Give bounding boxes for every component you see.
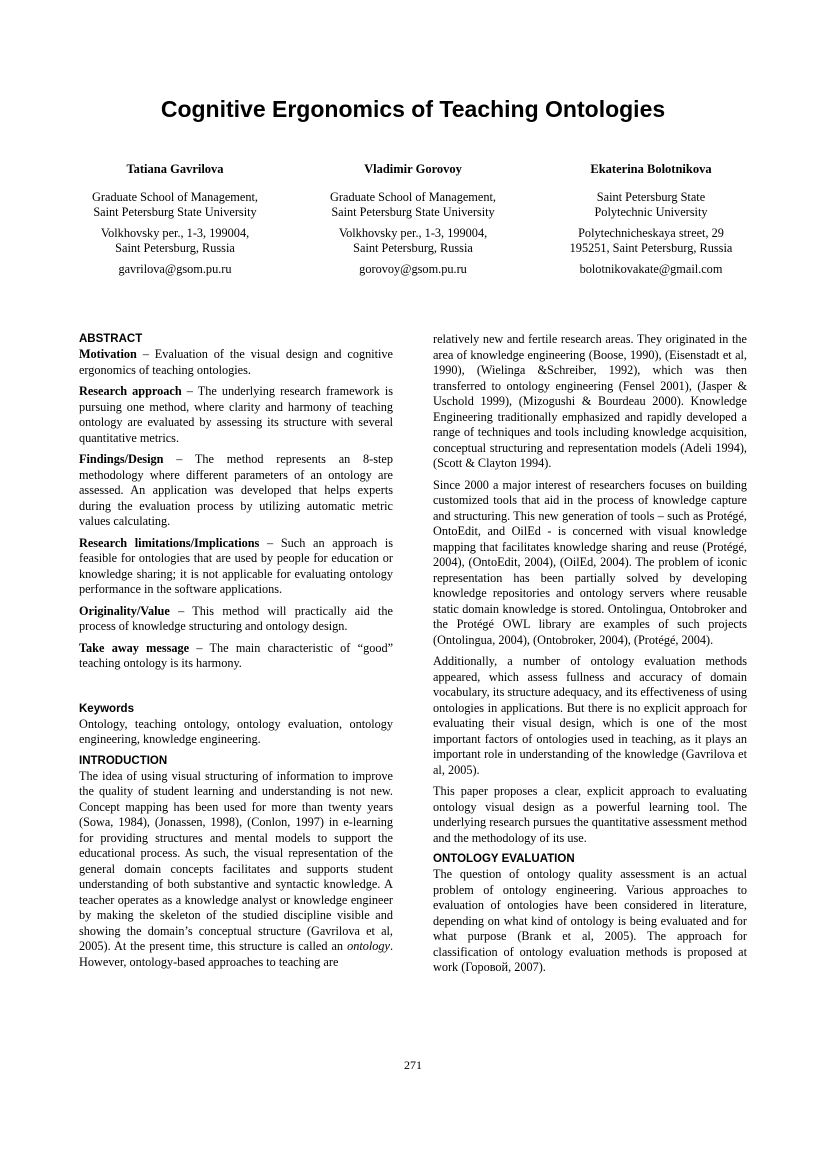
abstract-lead: Motivation [79, 347, 137, 361]
author-3 [536, 162, 766, 277]
author-name: Tatiana Gavrilova [126, 162, 224, 176]
abstract-text: – Evaluation of the visual design and cognitive ergonomics of teaching ontologies. [79, 347, 393, 377]
right-column [433, 332, 747, 982]
address-line: 195251, Saint Petersburg, Russia [569, 241, 733, 255]
author-affiliation [298, 190, 528, 221]
spacer [79, 678, 393, 702]
abstract-lead: Research approach [79, 384, 182, 398]
introduction-paragraph-2: Since 2000 a major interest of researchers focuses on building customized tools that aid in the process of knowledge capture and structuring. This new generation of tools – such as Protégé, OntoEdit, and OilEd - is concerned with visual knowledge mapping that facilitates knowledge sharing and reuse (Protégé, 2004), (OntoEdit, 2004), (OilEd, 2004). The problem of iconic representation has been partially solved by developing knowledge repositories and ontology servers where reusable static domain knowledge is stored. Ontolingua, Ontobroker and the Protégé OWL library are examples of such projects (Ontolingua, 2004), (Ontobroker, 2004), (Protégé, 2004). [433, 477, 747, 647]
ontology-evaluation-heading: ONTOLOGY EVALUATION [433, 853, 575, 865]
author-name: Ekaterina Bolotnikova [590, 162, 712, 176]
address-line: Volkhovsky per., 1-3, 199004, [338, 225, 488, 240]
abstract-text: – The underlying research framework is pursuing one method, where clarity and harmony of teaching ontology are evaluated by assessing its structure with several quantitative metrics. [79, 384, 394, 445]
affiliation-line: Saint Petersburg State [596, 189, 706, 204]
address-line: Saint Petersburg, Russia [115, 241, 235, 255]
abstract-lead: Findings/Design [79, 452, 164, 466]
ontology-evaluation-paragraph-1: The question of ontology quality assessment is an actual problem of ontology engineering. Various approaches to evaluation of ontologies have been considered in literature, depending on what kind of ontology is being evaluated and for what purpose (Brank et al, 2005). The approach for classification of ontology evaluation methods is proposed at work (Горовой, 2007). [433, 867, 747, 974]
emphasis-text: ontology [347, 939, 390, 953]
author-email: bolotnikovakate@gmail.com [579, 261, 723, 276]
abstract-text: – This method will practically aid the process of knowledge structuring and ontology design. [79, 603, 393, 633]
author-2 [298, 162, 528, 277]
affiliation-line: Graduate School of Management, [330, 189, 496, 204]
author-address [298, 226, 528, 257]
paragraph-text: The idea of using visual structuring of information to improve the quality of student learning and understanding is not new. Concept mapping has been used for more than twenty years (Sowa, 1984), (Jonassen, 1998), (Conlon, 1997) in e-learning for providing structures and mental models to support the educational process. As such, the visual representation of the general domain concepts facilitates and supports student understanding of both substantive and syntactic knowledge. A teacher operates as a knowledge analyst or knowledge engineer by making the skeleton of the studied discipline visible and showing the domain’s conceptual structure (Gavrilova et al, 2005). At the present time, this structure is called an [79, 768, 393, 953]
author-affiliation [536, 190, 766, 221]
page-number: 271 [404, 1058, 422, 1072]
author-email: gorovoy@gsom.pu.ru [359, 261, 467, 276]
affiliation-line: Saint Petersburg State University [331, 205, 495, 219]
abstract-text: – The method represents an 8-step methodology where different parameters of an ontology are assessed. An application was developed that helps experts during the evaluation process by utilizing automatic metric values calculating. [79, 452, 393, 528]
address-line: Polytechnicheskaya street, 29 [578, 225, 724, 240]
paper-title: Cognitive Ergonomics of Teaching Ontologies [160, 96, 666, 122]
abstract-lead: Research limitations/Implications [79, 535, 260, 550]
abstract-research-approach [79, 384, 393, 446]
abstract-text: – Such an approach is feasible for ontologies that are used by people for education or knowledge sharing; it is not applicable for evaluating ontology performance in the software applications. [79, 535, 394, 596]
address-line: Saint Petersburg, Russia [353, 241, 473, 255]
paragraph-text: . However, ontology-based approaches to teaching are [79, 939, 393, 969]
abstract-lead: Take away message [79, 640, 190, 655]
author-block [60, 162, 766, 277]
address-line: Volkhovsky per., 1-3, 199004, [100, 225, 250, 240]
introduction-paragraph-1-continued: relatively new and fertile research areas. They originated in the area of knowledge engineering (Boose, 1990), (Eisenstadt et al, 1990), (Wielinga &Schreiber, 1992), which was then transferred to ontology engineering (Fensel 2001), (Jasper & Uschold 1999), (Mizogushi & Bourdeau 2000). Knowledge Engineering traditionally emphasized and rapidly developed a range of techniques and tools including knowledge acquisition, conceptual structuring and representation models (Adeli 1994), (Scott & Clayton 1994). [433, 332, 747, 470]
left-column [79, 332, 393, 976]
introduction-paragraph-1 [79, 769, 393, 971]
author-affiliation [60, 190, 290, 221]
author-address [60, 226, 290, 257]
author-address [536, 226, 766, 257]
abstract-findings [79, 452, 393, 530]
author-1 [60, 162, 290, 277]
introduction-paragraph-3: Additionally, a number of ontology evaluation methods appeared, which assess fullness and accuracy of domain vocabulary, its structure adequacy, and its effectiveness of using ontologies in applications. But there is no explicit approach for evaluating their visual design, which is one of the most important factors of ontologies used in teaching, as it plays an important role in understanding of the knowledge (Gavrilova et al, 2005). [433, 654, 747, 777]
abstract-limitations [79, 536, 393, 598]
affiliation-line: Saint Petersburg State University [93, 205, 257, 219]
abstract-originality [79, 604, 393, 635]
keywords-text: Ontology, teaching ontology, ontology evaluation, ontology engineering, knowledge engineering. [79, 716, 393, 746]
abstract-take-away [79, 641, 393, 672]
introduction-paragraph-4: This paper proposes a clear, explicit approach to evaluating ontology visual design as a powerful learning tool. The underlying research pursues the quantitative assessment method and the methodology of its use. [433, 784, 747, 845]
affiliation-line: Graduate School of Management, [92, 189, 258, 204]
keywords-heading: Keywords [79, 702, 134, 715]
author-email: gavrilova@gsom.pu.ru [118, 261, 232, 276]
abstract-heading: ABSTRACT [79, 333, 143, 345]
abstract-lead: Originality/Value [79, 603, 170, 618]
abstract-text: – The main characteristic of “good” teaching ontology is its harmony. [79, 640, 394, 670]
introduction-heading: INTRODUCTION [79, 754, 168, 767]
affiliation-line: Polytechnic University [594, 205, 708, 219]
author-name: Vladimir Gorovoy [364, 162, 462, 176]
abstract-motivation [79, 347, 393, 378]
